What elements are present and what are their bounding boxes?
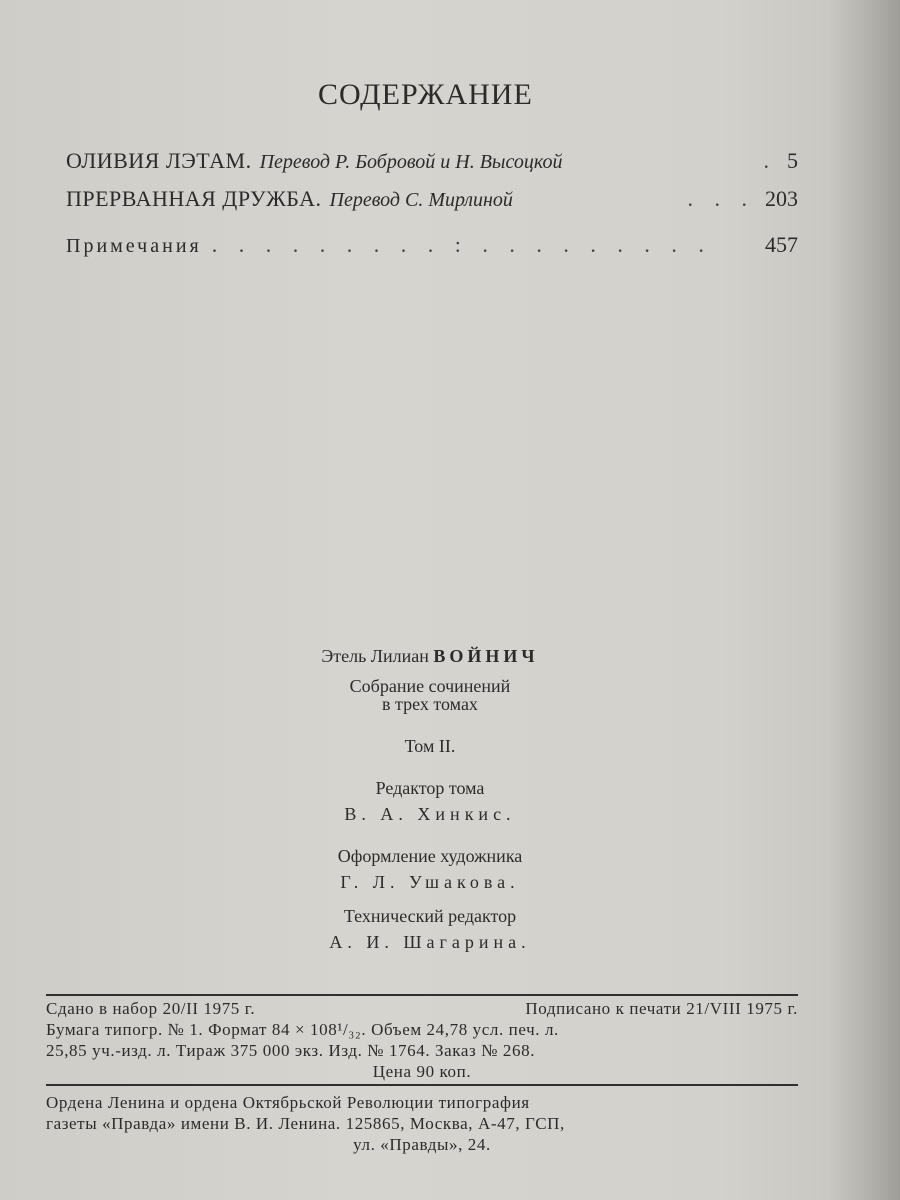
toc-entry-page: 457 — [765, 232, 798, 257]
page-shadow-edge — [828, 0, 900, 1200]
printer-line-2: газеты «Правда» имени В. И. Ленина. 125865, Москва, А-47, ГСП, — [46, 1114, 565, 1133]
imprint-bottom-rule — [46, 1084, 798, 1086]
tech-editor-name: А. И. Шагарина. — [329, 932, 531, 952]
toc-entry-friendship — [66, 186, 798, 212]
author-line — [0, 646, 860, 667]
toc-entry-title: ПРЕРВАННАЯ ДРУЖБА. — [66, 186, 322, 211]
toc-entry-notes — [66, 232, 798, 258]
collection-line-1: Собрание сочинений — [349, 676, 511, 696]
volume-label: Том II. — [404, 736, 456, 756]
editor-label: Редактор тома — [375, 778, 485, 798]
editor-name: В. А. Хинкис. — [344, 804, 516, 824]
imprint-top-rule — [46, 994, 798, 996]
toc-entry-title: Примечания — [66, 235, 202, 257]
collection-line-2: в трех томах — [382, 694, 478, 714]
toc-leader-dots: . . . . . . . . . : . . . . . . . . . — [211, 232, 712, 257]
toc-leader-dots: . — [763, 148, 777, 173]
printer-line-3: ул. «Правды», 24. — [353, 1135, 491, 1154]
printer-line-1: Ордена Ленина и ордена Октябрьской Революции типография — [46, 1093, 530, 1112]
design-label: Оформление художника — [337, 846, 523, 866]
tech-editor-label: Технический редактор — [343, 906, 517, 926]
author-first-name: Этель Лилиан — [321, 646, 429, 666]
toc-entry-page: 5 — [787, 148, 798, 173]
toc-entry-translation: Перевод С. Мирлиной — [329, 189, 513, 211]
submitted-date: Сдано в набор 20/II 1975 г. — [46, 999, 256, 1018]
author-last-name: ВОЙНИЧ — [433, 646, 539, 666]
contents-heading: СОДЕРЖАНИЕ — [318, 78, 533, 111]
imprint-details — [46, 998, 798, 1082]
toc-entry-page: 203 — [765, 186, 798, 211]
toc-entry-title: ОЛИВИЯ ЛЭТАМ. — [66, 148, 252, 173]
print-run: 25,85 уч.-изд. л. Тираж 375 000 экз. Изд. № 1764. Заказ № 268. — [46, 1041, 536, 1060]
toc-entry-olivia — [66, 148, 798, 174]
printer-details — [46, 1092, 798, 1155]
toc-entry-translation: Перевод Р. Бобровой и Н. Высоцкой — [259, 151, 563, 173]
paper-format: Бумага типогр. № 1. Формат 84 × 108¹/₃₂. Объем 24,78 усл. печ. л. — [46, 1020, 559, 1039]
signed-date: Подписано к печати 21/VIII 1975 г. — [525, 999, 798, 1018]
design-name: Г. Л. Ушакова. — [340, 872, 520, 892]
toc-leader-dots: . . . — [687, 186, 755, 211]
price: Цена 90 коп. — [372, 1062, 472, 1081]
imprint-dates — [46, 998, 798, 1019]
